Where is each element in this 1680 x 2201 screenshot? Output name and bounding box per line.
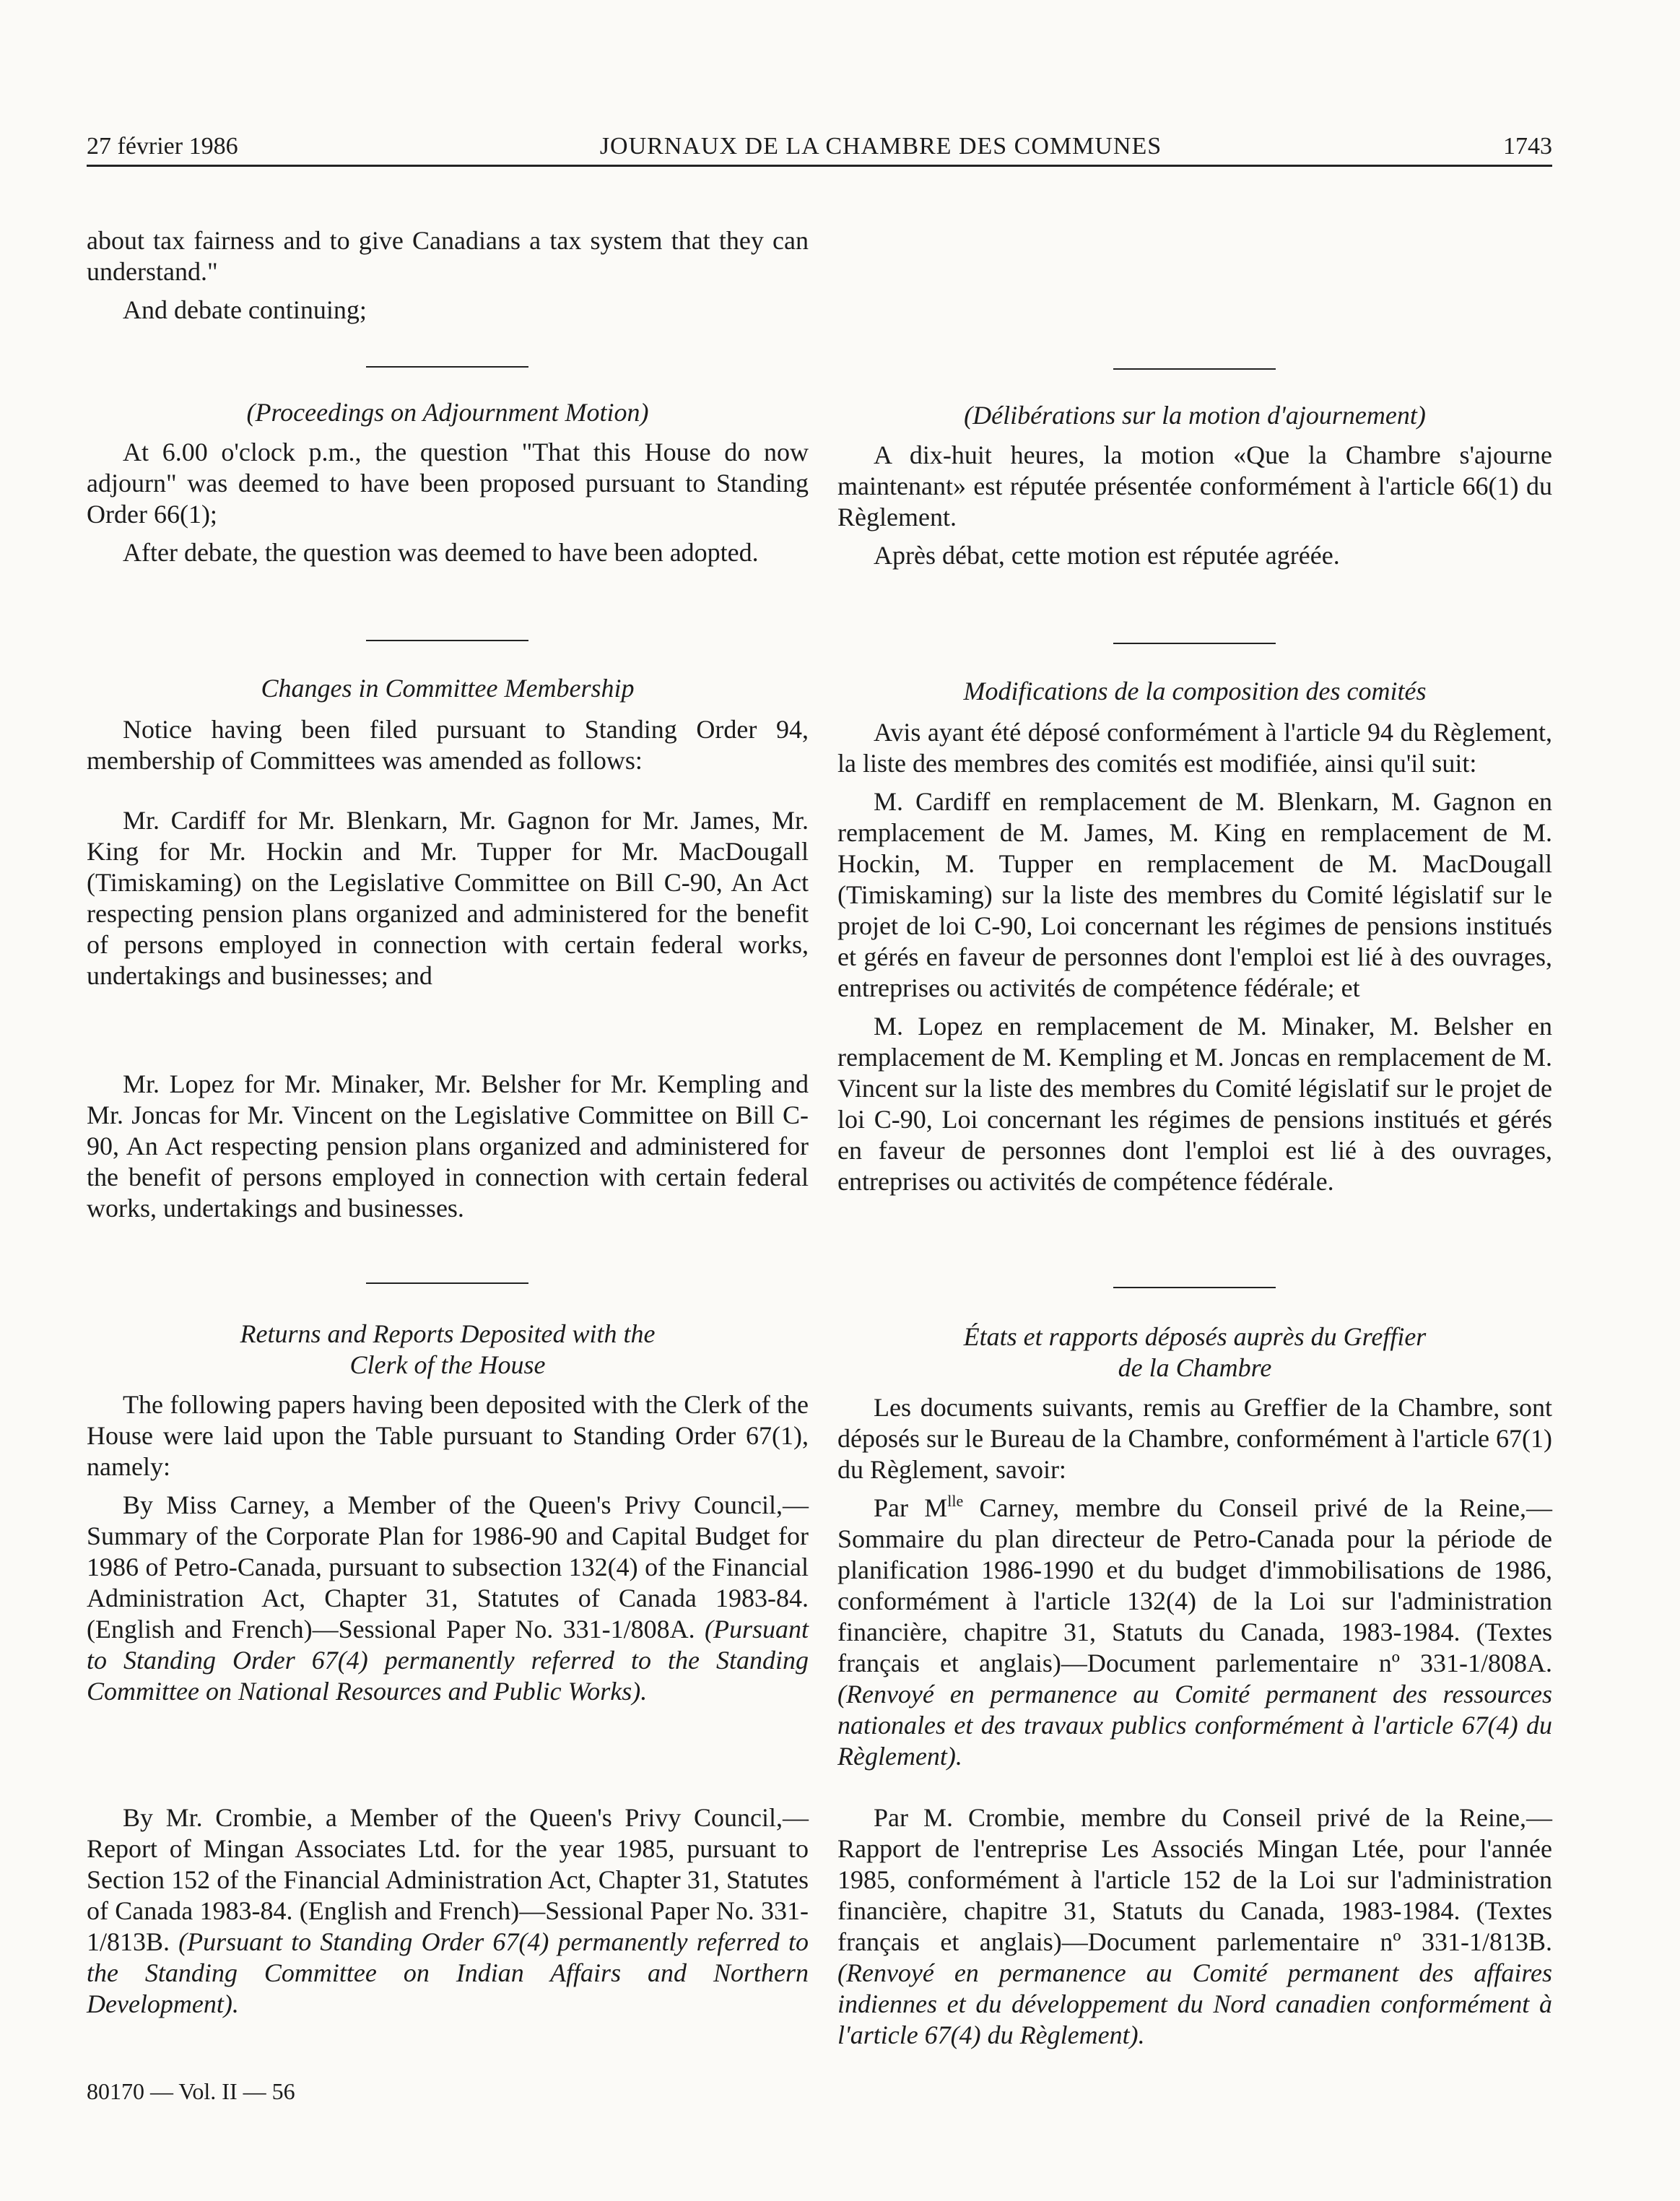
section-divider [1113,368,1276,370]
paragraph [87,1802,809,2020]
section-heading: Returns and Reports Deposited with the [240,1319,656,1348]
paper-prefix: Par M [874,1493,948,1522]
section-heading: États et rapports déposés auprès du Greffier [963,1322,1427,1351]
adjournment-section [87,397,809,568]
referral-note: (Pursuant to Standing Order 67(4) permanently referred to the Standing Committee on National Resources and Public Works). [87,1615,809,1706]
page-number: 1743 [1503,133,1552,160]
paragraph [837,1493,1552,1772]
section-heading: (Proceedings on Adjournment Motion) [246,398,649,427]
paragraph: After debate, the question was deemed to have been adopted. [123,538,759,567]
returns-section [87,1319,809,1707]
paragraph: M. Lopez en remplacement de M. Minaker, M. Belsher en remplacement de M. Kempling et M. Joncas en remplacement de M. Vincent sur la liste des membres du Comité législatif sur le projet de loi C-90, Loi concernant les régimes de pensions institués et gérés en faveur de personnes dont l'emploi est lié à des ouvrages, entreprises ou activités de compétence fédérale. [837,1012,1552,1196]
returns-section-continued [837,1802,1552,2051]
running-header [87,123,1552,167]
print-reference: 80170 — Vol. II — 56 [87,2078,295,2104]
returns-section-continued [87,1802,809,2020]
section-divider [366,640,528,641]
adjournment-section [837,400,1552,571]
paragraph: Les documents suivants, remis au Greffier de la Chambre, sont déposés sur le Bureau de la Chambre, conformément à l'article 67(1) du Règlement, savoir: [837,1393,1552,1484]
intro-paragraph: And debate continuing; [123,295,367,324]
committee-section-continued [87,1069,809,1224]
paragraph: At 6.00 o'clock p.m., the question "That this House do now adjourn" was deemed to have been proposed pursuant to Standing Order 66(1); [87,438,809,529]
paragraph: Mr. Cardiff for Mr. Blenkarn, Mr. Gagnon for Mr. James, Mr. King for Mr. Hockin and Mr. Tupper for Mr. MacDougall (Timiskaming) on the Legislative Committee on Bill C-90, An Act respecting pension plans organized and administered for the benefit of persons employed in connection with certain federal works, undertakings and businesses; and [87,806,809,990]
paper-text: By Miss Carney, a Member of the Queen's Privy Council,—Summary of the Corporate Plan for 1986-90 and Capital Budget for 1986 of Petro-Canada, pursuant to subsection 132(4) of the Financial Administration Act, Chapter 31, Statutes of Canada 1983-84. (English and French)—Sessional Paper No. 331-1/808A. [87,1490,809,1644]
returns-section [837,1321,1552,1772]
section-divider [366,1282,528,1284]
intro-section [87,225,809,326]
section-heading: (Délibérations sur la motion d'ajournement) [964,401,1426,430]
paragraph [837,1802,1552,2051]
paragraph: The following papers having been deposited with the Clerk of the House were laid upon the Table pursuant to Standing Order 67(1), namely: [87,1390,809,1481]
section-heading: de la Chambre [1118,1353,1272,1382]
section-divider [366,366,528,368]
paragraph: A dix-huit heures, la motion «Que la Chambre s'ajourne maintenant» est réputée présentée conformément à l'article 66(1) du Règlement. [837,440,1552,531]
section-heading: Modifications de la composition des comités [963,677,1427,706]
paragraph: Avis ayant été déposé conformément à l'article 94 du Règlement, la liste des membres des comités est modifiée, ainsi qu'il suit: [837,718,1552,778]
section-divider [1113,643,1276,644]
title-abbreviation: lle [947,1492,964,1510]
section-heading: Changes in Committee Membership [261,674,635,703]
paragraph: Après débat, cette motion est réputée agréée. [874,541,1340,570]
referral-note: (Renvoyé en permanence au Comité permanent des ressources nationales et des travaux publics conformément à l'article 67(4) du Règlement). [837,1680,1552,1771]
paragraph: Mr. Lopez for Mr. Minaker, Mr. Belsher for Mr. Kempling and Mr. Joncas for Mr. Vincent on the Legislative Committee on Bill C-90, An Act respecting pension plans organized and administered for the benefit of persons employed in connection with certain federal works, undertakings and businesses. [87,1069,809,1223]
referral-note: (Pursuant to Standing Order 67(4) permanently referred to the Standing Committee on Indian Affairs and Northern Development). [87,1927,809,2018]
paragraph [87,1490,809,1707]
paper-text: Par M. Crombie, membre du Conseil privé de la Reine,—Rapport de l'entreprise Les Associés Mingan Ltée, pour l'année 1985, conformément à l'article 152 de la Loi sur l'administration financière, chapitre 31, Statuts du Canada, 1983-1984. (Textes français et anglais)—Document parlementaire nº 331-1/813B. [837,1803,1552,1956]
referral-note: (Renvoyé en permanence au Comité permanent des affaires indiennes et du développement du Nord canadien conformément à l'article 67(4) du Règlement). [837,1958,1552,2049]
intro-paragraph: about tax fairness and to give Canadians a tax system that they can understand." [87,226,809,286]
header-date: 27 février 1986 [87,133,238,160]
paragraph: Notice having been filed pursuant to Standing Order 94, membership of Committees was amended as follows: [87,715,809,775]
paper-text: Carney, membre du Conseil privé de la Reine,—Sommaire du plan directeur de Petro-Canada pour la période de planification 1986-1990 et du budget d'immobilisations de 1986, conformément à l'article 132(4) de la Loi sur l'administration financière, chapitre 31, Statuts du Canada, 1983-1984. (Textes français et anglais)—Document parlementaire nº 331-1/808A. [837,1493,1552,1677]
committee-section [837,676,1552,1197]
paragraph: M. Cardiff en remplacement de M. Blenkarn, M. Gagnon en remplacement de M. James, M. King en remplacement de M. Hockin, M. Tupper en remplacement de M. MacDougall (Timiskaming) sur la liste des membres du Comité législatif sur le projet de loi C-90, Loi concernant les régimes de pensions institués et gérés en faveur de personnes dont l'emploi est lié à des ouvrages, entreprises ou activités de compétence fédérale; et [837,787,1552,1002]
paper-text: By Mr. Crombie, a Member of the Queen's Privy Council,—Report of Mingan Associates Ltd. for the year 1985, pursuant to Section 152 of the Financial Administration Act, Chapter 31, Statutes of Canada 1983-84. (English and French)—Sessional Paper No. 331-1/813B. [87,1803,809,1956]
committee-section [87,673,809,991]
section-heading: Clerk of the House [349,1350,546,1379]
section-divider [1113,1287,1276,1288]
journal-title: JOURNAUX DE LA CHAMBRE DES COMMUNES [599,133,1162,160]
